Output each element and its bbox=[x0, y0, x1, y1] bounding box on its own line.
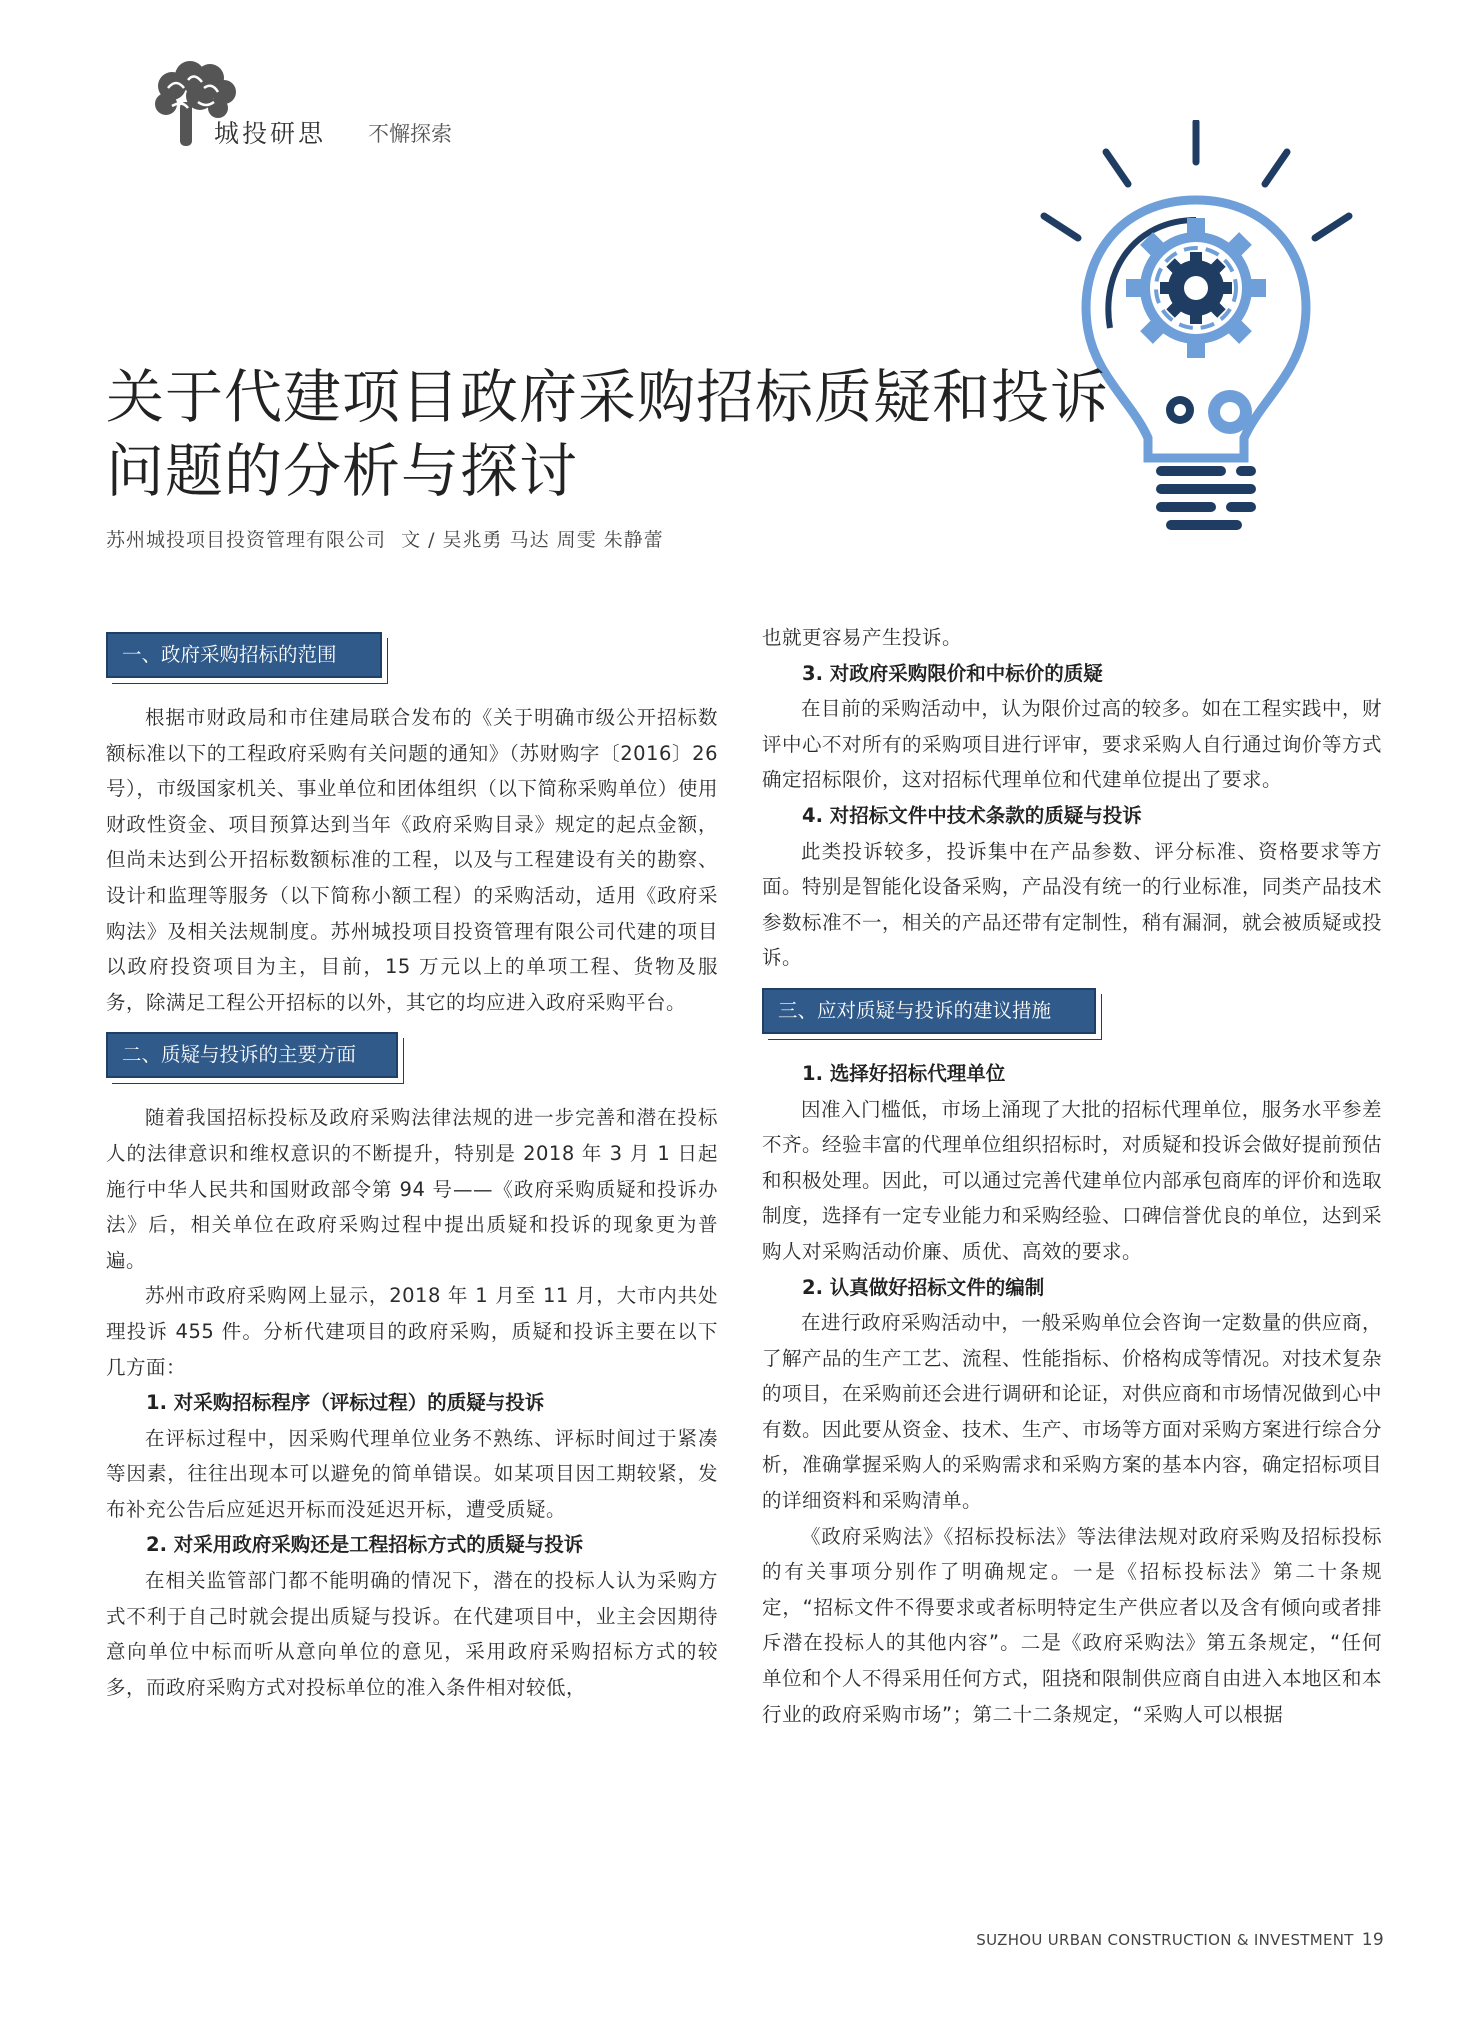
byline: 文 / 吴兆勇 马达 周雯 朱静蕾 bbox=[401, 529, 664, 551]
subheading: 1. 对采购招标程序（评标过程）的质疑与投诉 bbox=[146, 1391, 545, 1415]
page-number: 19 bbox=[1361, 1930, 1384, 1950]
paragraph: 苏州市政府采购网上显示，2018 年 1 月至 11 月，大市内共处理投诉 455 件。分析代建项目的政府采购，质疑和投诉主要在以下几方面： bbox=[106, 1284, 718, 1379]
subheading: 3. 对政府采购限价和中标价的质疑 bbox=[802, 661, 1103, 685]
paragraph: 《政府采购法》《招标投标法》等法律法规对政府采购及招标投标的有关事项分别作了明确规定。一是《招标投标法》第二十条规定，“招标文件不得要求或者标明特定生产供应者以及含有倾向或者排斥潜在投标人的其他内容”。二是《政府采购法》第五条规定，“任何单位和个人不得采用任何方式，阻挠和限制供应商自由进入本地区和本行业的政府采购市场”；第二十二条规定，“采购人可以根据 bbox=[762, 1524, 1383, 1726]
subheading: 1. 选择好招标代理单位 bbox=[802, 1061, 1006, 1085]
paragraph: 因准入门槛低，市场上涌现了大批的招标代理单位，服务水平参差不齐。经验丰富的代理单位组织招标时，对质疑和投诉会做好提前预估和积极处理。因此，可以通过完善代建单位内部承包商库的评价和选取制度，选择有一定专业能力和采购经验、口碑信誉优良的单位，达到采购人对采购活动价廉、质优、高效的要求。 bbox=[762, 1097, 1383, 1263]
paragraph: 在评标过程中，因采购代理单位业务不熟练、评标时间过于紧凑等因素，往往出现本可以避免的简单错误。如某项目因工期较紧，发布补充公告后应延迟开标而没延迟开标，遭受质疑。 bbox=[106, 1426, 718, 1521]
article-title bbox=[106, 360, 1146, 508]
paragraph-continued: 也就更容易产生投诉。 bbox=[762, 626, 963, 649]
paragraph: 根据市财政局和市住建局联合发布的《关于明确市级公开招标数额标准以下的工程政府采购有关问题的通知》（苏财购字〔2016〕26 号），市级国家机关、事业单位和团体组织（以下简称采购单位）使用财政性资金、项目预算达到当年《政府采购目录》规定的起点金额，但尚未达到公开招标数额标准的工程，以及与工程建设有关的勘察、设计和监理等服务（以下简称小额工程）的采购活动，适用《政府采购法》及相关法规制度。苏州城投项目投资管理有限公司代建的项目以政府投资项目为主，目前，15 万元以上的单项工程、货物及服务，除满足工程公开招标的以外，其它的均应进入政府采购平台。 bbox=[106, 706, 718, 1014]
paragraph: 在相关监管部门都不能明确的情况下，潜在的投标人认为采购方式不利于自己时就会提出质疑与投诉。在代建项目中，业主会因期待意向单位中标而听从意向单位的意见，采用政府采购招标方式的较多，而政府采购方式对投标单位的准入条件相对较低， bbox=[106, 1569, 718, 1699]
magazine-name: SUZHOU URBAN CONSTRUCTION & INVESTMENT bbox=[976, 1931, 1354, 1949]
paragraph: 在进行政府采购活动中，一般采购单位会咨询一定数量的供应商，了解产品的生产工艺、流程、性能指标、价格构成等情况。对技术复杂的项目，在采购前还会进行调研和论证，对供应商和市场情况做到心中有数。因此要从资金、技术、生产、市场等方面对采购方案进行综合分析，准确掌握采购人的采购需求和采购方案的基本内容，确定招标项目的详细资料和采购清单。 bbox=[762, 1311, 1383, 1513]
left-column bbox=[106, 620, 718, 1705]
column-subtitle: 不懈探索 bbox=[368, 122, 452, 146]
right-column bbox=[762, 620, 1382, 1732]
paragraph: 随着我国招标投标及政府采购法律法规的进一步完善和潜在投标人的法律意识和维权意识的不断提升，特别是 2018 年 3 月 1 日起施行中华人民共和国财政部令第 94 号——《政府采购质疑和投诉办法》后，相关单位在政府采购过程中提出质疑和投诉的现象更为普遍。 bbox=[106, 1106, 718, 1272]
paragraph: 在目前的采购活动中，认为限价过高的较多。如在工程实践中，财评中心不对所有的采购项目进行评审，要求采购人自行通过询价等方式确定招标限价，这对招标代理单位和代建单位提出了要求。 bbox=[762, 697, 1383, 792]
paragraph: 此类投诉较多，投诉集中在产品参数、评分标准、资格要求等方面。特别是智能化设备采购，产品没有统一的行业标准，同类产品技术参数标准不一，相关的产品还带有定制性，稍有漏洞，就会被质疑或投诉。 bbox=[762, 839, 1383, 970]
article-title-line2: 问题的分析与探讨 bbox=[106, 437, 579, 505]
organization: 苏州城投项目投资管理有限公司 bbox=[106, 529, 387, 551]
column-header bbox=[150, 58, 570, 158]
subheading: 2. 对采用政府采购还是工程招标方式的质疑与投诉 bbox=[146, 1533, 584, 1557]
article-title-line1: 关于代建项目政府采购招标质疑和投诉 bbox=[106, 363, 1110, 431]
column-title: 城投研思 bbox=[214, 119, 327, 148]
section-heading-2: 二、质疑与投诉的主要方面 bbox=[106, 1032, 718, 1084]
author-line bbox=[106, 525, 672, 552]
section-heading-1: 一、政府采购招标的范围 bbox=[106, 632, 718, 684]
subheading: 4. 对招标文件中技术条款的质疑与投诉 bbox=[802, 803, 1142, 827]
section-heading-3: 三、应对质疑与投诉的建议措施 bbox=[762, 988, 1382, 1040]
page-footer bbox=[976, 1930, 1384, 1950]
subheading: 2. 认真做好招标文件的编制 bbox=[802, 1275, 1045, 1299]
